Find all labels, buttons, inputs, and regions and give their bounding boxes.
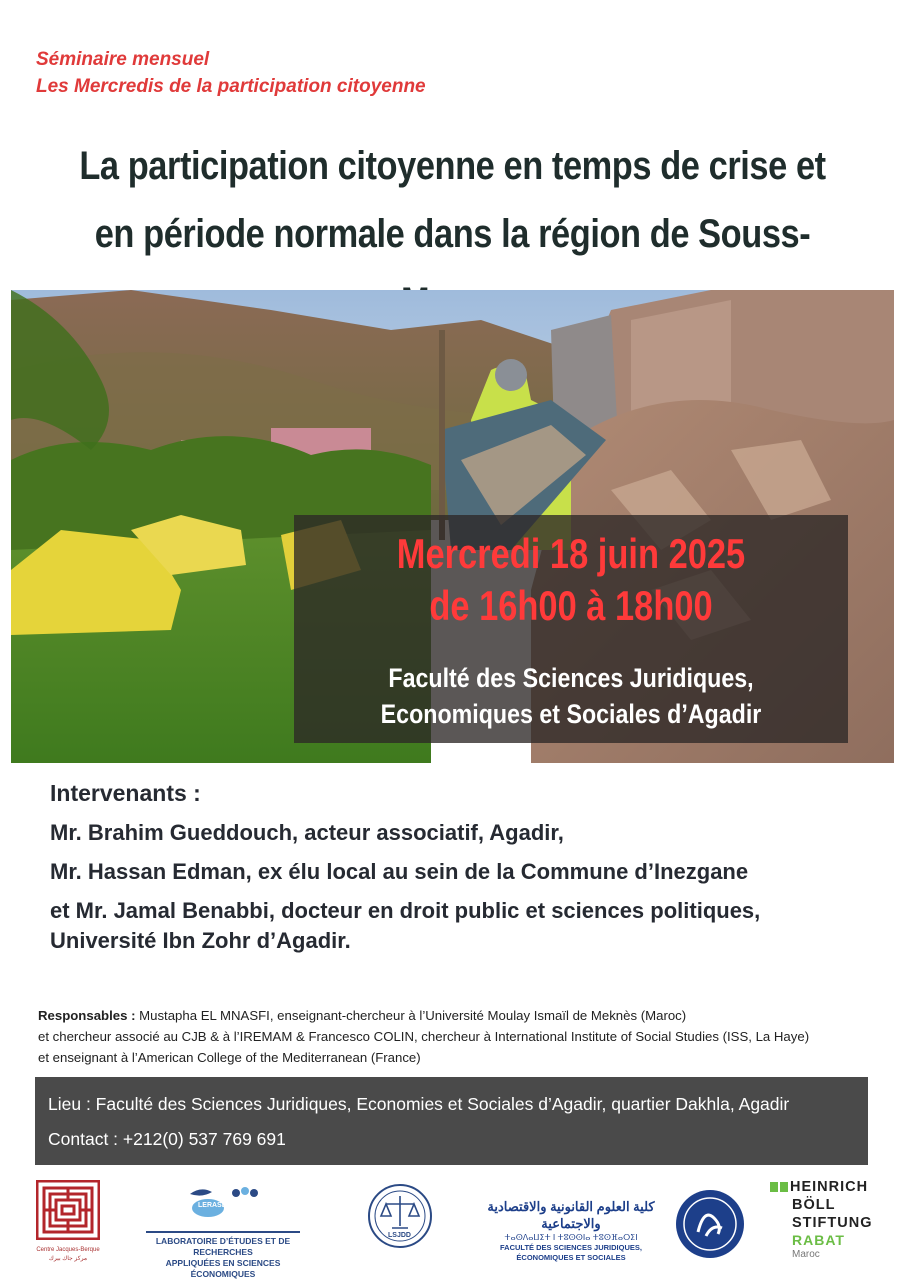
hbs-line-3: STIFTUNG [792,1215,873,1231]
fsjes-name-tz: ⵜⴰⵙⴷⴰⵡⵉⵜ ⵏ ⵜⵓⵙⵙⵏⴰ ⵜⵓⵙⴼⴰⵔⵉⵏ [504,1233,638,1242]
seminar-series [36,46,426,100]
fsjes-logo [472,1198,670,1263]
cjb-emblem-icon [36,1180,100,1240]
speakers-section [50,778,880,965]
ibn-zohr-university-logo [674,1188,746,1260]
hbs-line-4: RABAT [792,1232,845,1248]
fsjes-name-fr: FACULTÉ DES SCIENCES JURIDIQUES, ÉCONOMIQUES ET SOCIALES [500,1243,642,1262]
hbs-line-2: BÖLL [792,1197,836,1213]
speaker-2: Mr. Hassan Edman, ex élu local au sein de la Commune d’Inezgane [50,859,749,884]
series-label: Séminaire mensuel [36,49,210,70]
partner-logos [0,1178,905,1279]
venue-line-2: Economiques et Sociales d’Agadir [380,699,762,729]
lerase-line-2: APPLIQUÉES EN SCIENCES ÉCONOMIQUES [165,1258,281,1279]
title-line-2: en période normale dans la région de Souss- [94,212,811,256]
lsjdd-name: LSJDD [388,1232,411,1239]
speaker-3: et Mr. Jamal Benabbi, docteur en droit public et sciences politiques, [50,898,761,923]
organizers-line-1: Mustapha EL MNASFI, enseignant-chercheur à l’Université Moulay Ismaïl de Meknès (Maroc) [135,1008,687,1023]
scales-of-justice-icon [362,1182,438,1252]
lerase-caption [146,1231,300,1280]
speakers-heading: Intervenants : [50,780,201,806]
series-name: Les Mercredis de la participation citoyenne [36,76,426,97]
hbs-square-icon [770,1182,778,1192]
hbs-line-5: Maroc [792,1249,820,1260]
event-date: Mercredi 18 juin 2025 [396,530,746,577]
info-bar [35,1077,868,1165]
organizers-line-3: et enseignant à l’American College of the Mediterranean (France) [38,1050,421,1065]
organizers [38,1005,888,1068]
title-line-1: La participation citoyenne en temps de crise et [79,144,826,188]
cjb-caption: Centre Jacques-Berque [36,1247,100,1253]
lsjdd-logo [362,1182,438,1257]
location-text: Lieu : Faculté des Sciences Juridiques, Economies et Sociales d’Agadir, quartier Dakhla, Agadir [48,1094,790,1114]
hbs-line-1: HEINRICH [790,1179,869,1195]
contact-text: Contact : +212(0) 537 769 691 [48,1129,286,1149]
speaker-1: Mr. Brahim Gueddouch, acteur associatif, Agadir, [50,820,564,845]
university-seal-icon [674,1188,746,1260]
hbs-square-icon [780,1182,788,1192]
event-venue [333,660,809,732]
speaker-3-affiliation: Université Ibn Zohr d’Agadir. [50,928,351,953]
organizers-label: Responsables : [38,1008,136,1023]
lerase-line-1: LABORATOIRE D’ÉTUDES ET DE RECHERCHES [155,1236,291,1257]
venue-line-1: Faculté des Sciences Juridiques, [388,663,754,693]
heinrich-boll-logo [770,1178,880,1261]
lerase-name: LERASE [198,1202,227,1209]
lerase-logo [146,1184,300,1280]
event-info-box [294,515,848,743]
organizers-line-2: et chercheur associé au CJB & à l’IREMAM & Francesco COLIN, chercheur à International Institute of Social Studies (ISS, La Haye) [38,1029,810,1044]
fsjes-name-ar: كلية العلوم القانونية والاقتصادية والاجتماعية [487,1199,655,1231]
cjb-caption-ar: مركز جاك بيرك [48,1256,88,1262]
event-time: de 16h00 à 18h00 [429,582,713,629]
cjb-logo [36,1180,100,1263]
